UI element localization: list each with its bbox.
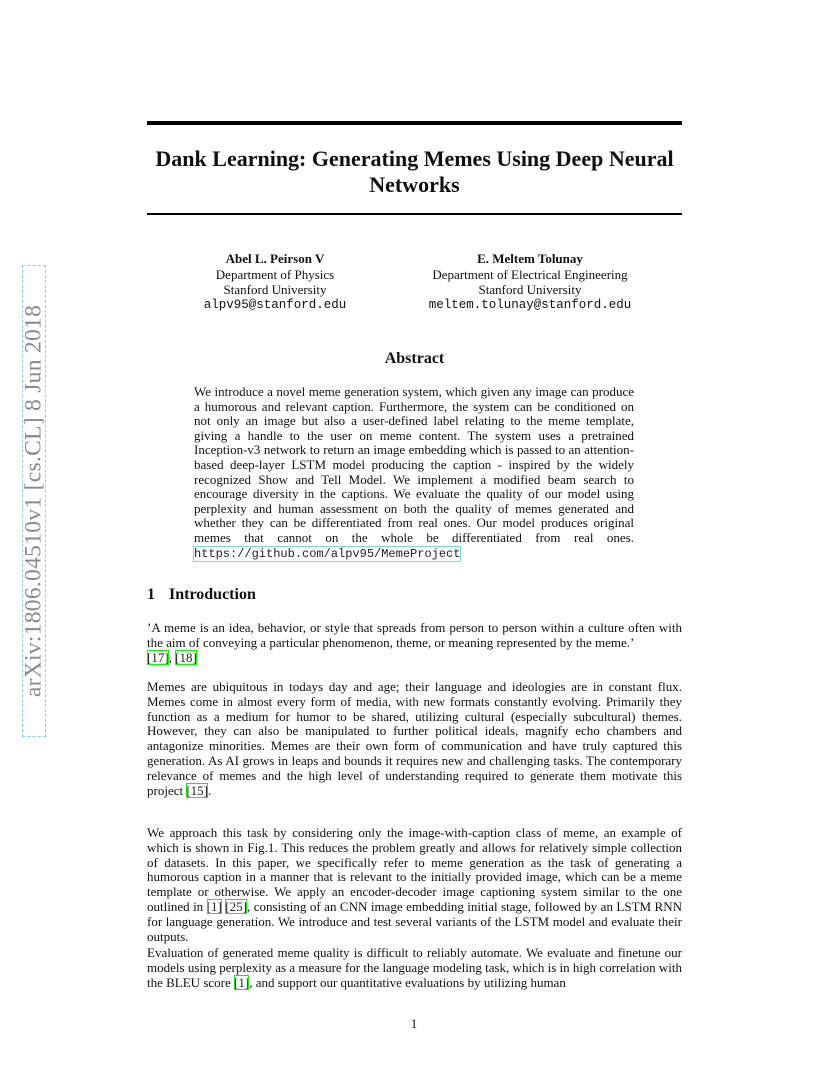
author-department: Department of Electrical Engineering <box>432 266 628 282</box>
section-heading <box>147 586 256 604</box>
paragraph-4 <box>147 946 682 990</box>
citation-link[interactable]: [1] <box>234 974 250 990</box>
citation-link[interactable]: [25] <box>225 898 247 914</box>
quote-text: ’A meme is an idea, behavior, or style that spreads from person to person within a culture often with the aim of conveying a particular phenomenon, theme, or meaning represented by the meme.’ <box>147 620 682 650</box>
citation-link[interactable]: [1] <box>206 898 222 914</box>
author-block-1 <box>185 251 365 313</box>
page-number: 1 <box>410 1016 418 1031</box>
paragraph-text: , and support our quantitative evaluations by utilizing human <box>249 974 566 990</box>
section-title: Introduction <box>169 586 256 603</box>
abstract-text: We introduce a novel meme generation system, which given any image can produce a humorous and relevant caption. Furthermore, the system can be conditioned on not only an image but also a user-defined label relating to the meme template, giving a handle to the user on meme content. The system uses a pretrained Inception-v3 network to return an image embedding which is passed to an attention-based deep-layer LSTM model producing the caption - inspired by the widely recognized Show and Tell Model. We implement a modified beam search to encourage diversity in the captions. We evaluate the quality of our model using perplexity and human assessment on both the quality of memes generated and whether they can be differentiated from real ones. Our model produces original memes that cannot on the whole be differentiated from real ones. <box>194 384 634 545</box>
paragraph-text: , consisting of an CNN image embedding initial stage, followed by an LSTM RNN for language generation. We introduce and test several variants of the LSTM model and evaluate their outputs. <box>147 898 682 944</box>
author-block-2 <box>405 251 655 313</box>
github-link[interactable]: https://github.com/alpv95/MemeProject <box>194 546 461 561</box>
paragraph-text: We approach this task by considering only the image-with-caption class of meme, an example of which is shown in Fig.1. This reduces the problem greatly and allows for relatively simple collection of datasets. In this paper, we specifically refer to meme generation as the task of generating a humorous caption in a manner that is relevant to the initially provided image, which can be a meme template or otherwise. We apply an encoder-decoder image captioning system similar to the one outlined in <box>147 825 682 914</box>
paragraph-text: Evaluation of generated meme quality is difficult to reliably automate. We evaluate and finetune our models using perplexity as a measure for the language modeling task, which is in high correlation with the BLEU score <box>147 945 682 990</box>
author-email: meltem.tolunay@stanford.edu <box>428 297 632 312</box>
author-name: E. Meltem Tolunay <box>477 251 583 266</box>
paragraph-text: Memes are ubiquitous in todays day and age; their language and ideologies are in constant flux. Memes come in almost every form of media, with new formats constantly evolving. Primarily they function as a medium for humor to be shared, utilizing cultural (especially subcultural) themes. However, they can also be manipulated to further political ideals, magnify echo chambers and antagonize minorities. Memes are their own form of communication and have truly captured this generation. As AI grows in leaps and bounds it requires new and challenging tasks. The contemporary relevance of memes and the high level of understanding required to generate them motivate this project <box>147 679 682 798</box>
author-name: Abel L. Peirson V <box>225 251 325 266</box>
paragraph-quote <box>147 621 682 665</box>
section-number: 1 <box>147 586 155 603</box>
citation-separator: , <box>168 649 176 665</box>
paragraph-3 <box>147 826 682 944</box>
paper-title: Dank Learning: Generating Memes Using Deep Neural Networks <box>155 146 674 197</box>
author-university: Stanford University <box>478 282 582 297</box>
abstract-heading: Abstract <box>384 350 445 367</box>
paragraph-2 <box>147 680 682 798</box>
author-university: Stanford University <box>223 282 327 297</box>
title-bottom-rule <box>147 213 682 215</box>
citation-link[interactable]: [18] <box>175 649 197 665</box>
paragraph-end: . <box>208 782 212 798</box>
abstract-body <box>194 385 634 561</box>
title-top-rule <box>147 121 682 125</box>
citation-link[interactable]: [15] <box>186 782 209 798</box>
arxiv-stamp[interactable] <box>22 265 46 737</box>
citation-link[interactable]: [17] <box>147 649 169 665</box>
author-email: alpv95@stanford.edu <box>203 297 347 312</box>
author-department: Department of Physics <box>215 266 335 282</box>
arxiv-stamp-text: arXiv:1806.04510v1 [cs.CL] 8 Jun 2018 <box>20 304 47 698</box>
